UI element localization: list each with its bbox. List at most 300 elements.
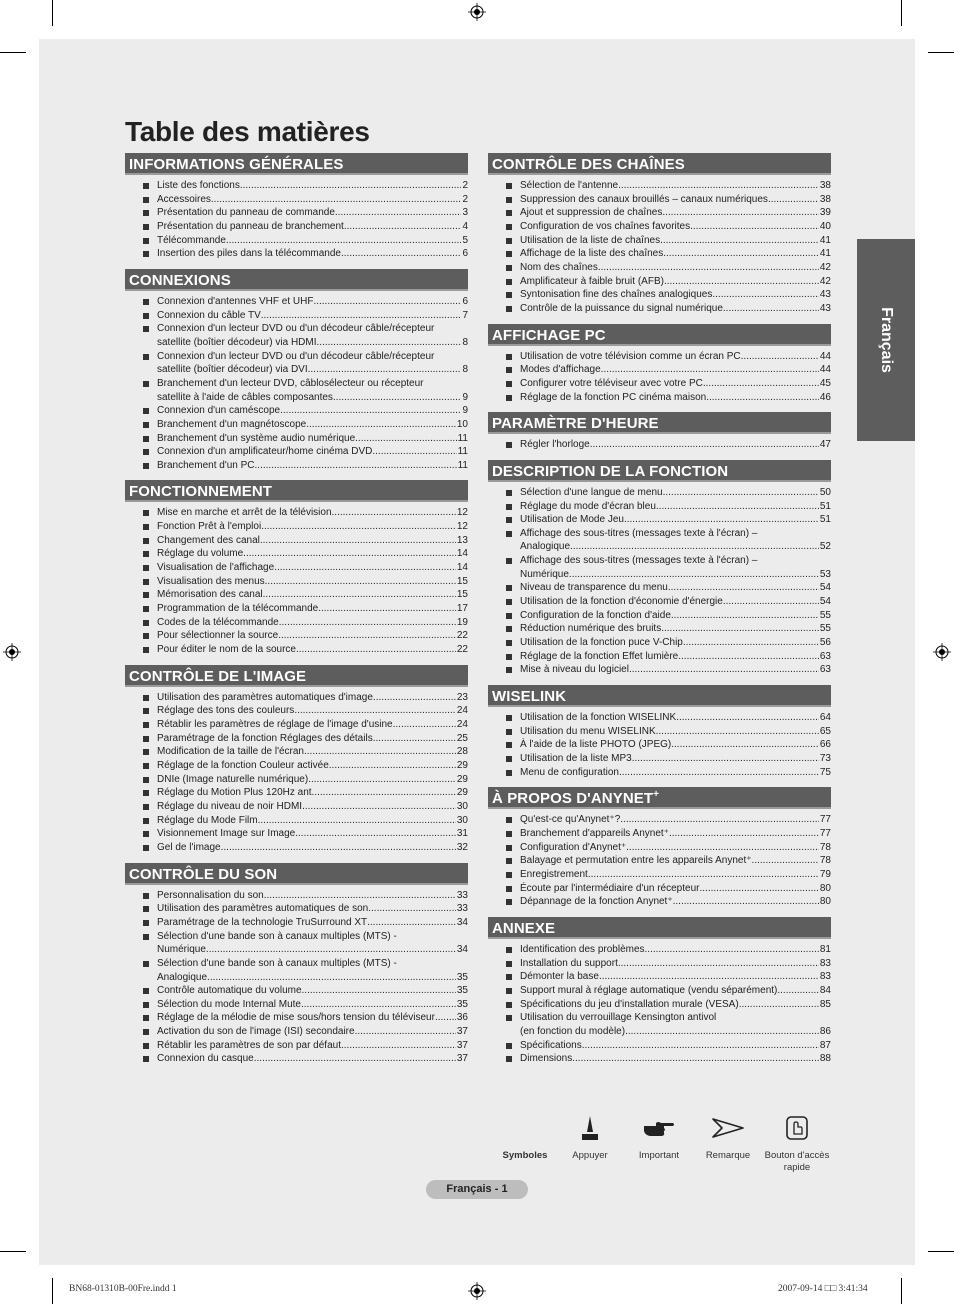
toc-entry[interactable]: [488, 984, 831, 998]
toc-entry[interactable]: [125, 1025, 468, 1039]
toc-entry[interactable]: [125, 506, 468, 520]
toc-entry-label: Branchement d'un PC: [157, 459, 255, 471]
toc-entry[interactable]: [488, 957, 831, 971]
toc-entry[interactable]: [125, 575, 468, 589]
toc-entry[interactable]: [125, 602, 468, 616]
toc-page-number: 29: [456, 759, 468, 771]
toc-entry-label: Support mural à réglage automatique (vendu séparément): [520, 984, 778, 996]
toc-page-number: 44: [819, 364, 831, 376]
toc-page-number: 88: [819, 1053, 831, 1065]
toc-entry[interactable]: [488, 766, 831, 780]
page-title: Table des matières: [125, 116, 370, 147]
toc-entry[interactable]: [488, 895, 831, 909]
toc-entry[interactable]: [125, 350, 468, 364]
toc-entry-label: Affichage de la liste des chaînes: [520, 248, 664, 260]
toc-entry-label: Numérique: [520, 568, 569, 580]
toc-entry[interactable]: [125, 998, 468, 1012]
toc-entry[interactable]: [488, 350, 831, 364]
dot-leader: [255, 459, 457, 473]
toc-entry[interactable]: [125, 786, 468, 800]
toc-entry-label: Utilisation de la fonction WISELINK: [520, 712, 677, 724]
dot-leader: [368, 902, 456, 916]
toc-entry-label: Syntonisation fine des chaînes analogiques: [520, 289, 713, 301]
toc-section: [125, 153, 468, 261]
toc-page-number: 33: [456, 903, 468, 915]
toc-entry-label: Réduction numérique des bruits: [520, 623, 662, 635]
toc-page-number: 19: [456, 616, 468, 628]
dot-leader: [261, 309, 462, 323]
toc-entry-label: Niveau de transparence du menu: [520, 582, 668, 594]
dot-leader: [706, 391, 819, 405]
toc-entry[interactable]: [488, 738, 831, 752]
toc-entry[interactable]: [125, 1039, 468, 1053]
toc-entry[interactable]: [125, 902, 468, 916]
toc-entry-label: Visionnement Image sur Image: [157, 828, 296, 840]
crop-mark: [0, 1251, 26, 1252]
toc-entry-label: Connexion d'antennes VHF et UHF: [157, 295, 314, 307]
print-slug-date: 2007-09-14 □□ 3:41:34: [778, 1284, 868, 1294]
toc-entry-continuation[interactable]: [125, 971, 468, 985]
toc-list: [488, 939, 831, 1066]
toc-page-number: 87: [819, 1039, 831, 1051]
toc-entry[interactable]: [488, 486, 831, 500]
toc-entry-label: Utilisation de la liste de chaînes: [520, 234, 661, 246]
toc-section: [125, 269, 468, 473]
crop-mark: [52, 1278, 53, 1304]
dot-leader: [261, 520, 456, 534]
toc-entry[interactable]: [125, 247, 468, 261]
toc-section-title-text: FONCTIONNEMENT: [129, 483, 273, 501]
toc-page-number: 80: [819, 896, 831, 908]
toc-page-number: 11: [457, 446, 468, 458]
dot-leader: [435, 1011, 456, 1025]
toc-entry-label: Contrôle automatique du volume: [157, 985, 302, 997]
toc-entry[interactable]: [125, 984, 468, 998]
toc-entry-label: Pour éditer le nom de la source: [157, 644, 296, 656]
toc-entry[interactable]: [488, 179, 831, 193]
toc-entry[interactable]: [125, 616, 468, 630]
toc-entry-label: satellite (boîtier décodeur) via HDMI: [157, 336, 317, 348]
symbol-label: Bouton d'accès rapide: [764, 1150, 830, 1173]
toc-entry[interactable]: [488, 998, 831, 1012]
toc-page-number: 77: [819, 827, 831, 839]
toc-section: [488, 460, 831, 677]
toc-section-title-text: CONNEXIONS: [129, 271, 231, 289]
toc-entry[interactable]: [125, 827, 468, 841]
toc-page-number: 28: [456, 746, 468, 758]
toc-page-number: 5: [462, 234, 468, 246]
toc-section-title: [125, 480, 468, 502]
toc-entry-label: Insertion des piles dans la télécommande: [157, 248, 341, 260]
toc-entry[interactable]: [488, 725, 831, 739]
toc-page-number: 29: [456, 787, 468, 799]
toc-entry-label: Nom des chaînes: [520, 261, 598, 273]
language-tab-label: Français: [878, 307, 895, 373]
toc-entry[interactable]: [488, 206, 831, 220]
toc-entry[interactable]: [488, 513, 831, 527]
toc-page-number: 73: [819, 753, 831, 764]
toc-entry-label: Amplificateur à faible bruit (AFB): [520, 275, 664, 287]
toc-entry[interactable]: [488, 554, 831, 568]
toc-entry-label: Configurer votre téléviseur avec votre PC: [520, 377, 703, 389]
toc-entry[interactable]: [125, 193, 468, 207]
toc-entry[interactable]: [488, 650, 831, 664]
toc-entry-label: Utilisation des paramètres automatiques de son: [157, 903, 369, 915]
toc-entry[interactable]: [125, 295, 468, 309]
toc-entry[interactable]: [125, 520, 468, 534]
toc-entry-label: Fonction Prêt à l'emploi: [157, 521, 262, 533]
toc-entry[interactable]: [125, 234, 468, 248]
toc-entry[interactable]: [125, 841, 468, 855]
dot-leader: [676, 711, 819, 725]
toc-entry-label: Utilisation de la fonction d'économie d'énergie: [520, 596, 723, 608]
toc-entry[interactable]: [125, 377, 468, 391]
dot-leader: [308, 363, 462, 377]
toc-page-number: 17: [456, 603, 468, 615]
toc-entry[interactable]: [488, 752, 831, 766]
toc-entry[interactable]: [488, 193, 831, 207]
toc-entry[interactable]: [488, 527, 831, 541]
toc-entry[interactable]: [125, 206, 468, 220]
toc-page-number: 63: [819, 664, 831, 676]
dot-leader: [777, 984, 819, 998]
toc-entry-label: Télécommande: [157, 234, 226, 246]
quick-button-icon: [786, 1116, 808, 1140]
dot-leader: [678, 650, 819, 664]
toc-entry[interactable]: [125, 1052, 468, 1066]
toc-page-number: 39: [819, 207, 831, 219]
dot-leader: [699, 882, 818, 896]
toc-entry-label: Analogique: [157, 971, 208, 983]
toc-entry[interactable]: [125, 704, 468, 718]
dot-leader: [598, 261, 819, 275]
toc-entry[interactable]: [488, 581, 831, 595]
registration-mark-icon: [468, 1282, 486, 1300]
toc-entry[interactable]: [488, 663, 831, 677]
toc-entry[interactable]: [488, 302, 831, 316]
toc-page-number: 37: [456, 1026, 468, 1038]
dot-leader: [662, 206, 819, 220]
arrow-note-icon: [712, 1117, 744, 1139]
toc-entry[interactable]: [488, 943, 831, 957]
toc-entry[interactable]: [488, 622, 831, 636]
toc-page-number: 25: [456, 732, 468, 744]
dot-leader: [274, 561, 456, 575]
toc-section: [125, 665, 468, 855]
toc-entry-continuation[interactable]: [125, 943, 468, 957]
toc-page-number: 22: [456, 630, 468, 642]
toc-entry[interactable]: [125, 418, 468, 432]
dot-leader: [599, 970, 819, 984]
toc-entry-label: Branchement d'un lecteur DVD, câblosélecteur ou récepteur: [157, 377, 424, 389]
toc-entry-label: Qu'est-ce qu'Anynet⁺?: [520, 814, 621, 826]
toc-entry[interactable]: [488, 636, 831, 650]
toc-entry-label: Réglage du Motion Plus 120Hz ant.: [157, 787, 315, 799]
symbol-press: [555, 1110, 625, 1162]
dot-leader: [260, 534, 456, 548]
toc-page-number: 43: [819, 289, 831, 301]
toc-section-title: [488, 787, 831, 809]
toc-entry-label: Utilisation de Mode Jeu: [520, 514, 624, 526]
dot-leader: [660, 234, 819, 248]
toc-section-title-text: AFFICHAGE PC: [492, 326, 606, 344]
symbol-label: Remarque: [705, 1150, 751, 1161]
toc-page-number: 45: [819, 377, 831, 389]
toc-entry[interactable]: [488, 275, 831, 289]
toc-entry-label: Sélection d'une langue de menu: [520, 486, 663, 498]
toc-entry[interactable]: [488, 288, 831, 302]
toc-section: [488, 153, 831, 316]
toc-page-number: 55: [819, 623, 831, 635]
toc-entry[interactable]: [488, 220, 831, 234]
toc-entry-continuation[interactable]: [488, 568, 831, 582]
dot-leader: [280, 404, 461, 418]
toc-page-number: 37: [456, 1053, 468, 1065]
toc-section: [488, 412, 831, 452]
toc-entry[interactable]: [125, 916, 468, 930]
toc-entry[interactable]: [488, 609, 831, 623]
toc-page-number: 85: [819, 998, 831, 1010]
toc-entry[interactable]: [488, 363, 831, 377]
dot-leader: [355, 432, 456, 446]
dot-leader: [355, 1025, 456, 1039]
toc-entry[interactable]: [488, 1052, 831, 1066]
toc-entry-label: Gel de l'image: [157, 841, 221, 853]
crop-mark: [901, 1278, 902, 1304]
toc-entry[interactable]: [488, 261, 831, 275]
toc-section-title: [125, 269, 468, 291]
toc-entry[interactable]: [488, 868, 831, 882]
toc-entry[interactable]: [488, 1039, 831, 1053]
toc-entry[interactable]: [488, 711, 831, 725]
dot-leader: [671, 609, 819, 623]
toc-page-number: 24: [456, 705, 468, 717]
toc-entry-label: Connexion du câble TV: [157, 309, 261, 321]
toc-entry-label: Pour sélectionner la source: [157, 630, 279, 642]
registration-mark-icon: [933, 643, 951, 661]
toc-entry[interactable]: [125, 445, 468, 459]
toc-entry-label: Utilisation du menu WISELINK: [520, 725, 656, 737]
toc-entry[interactable]: [488, 882, 831, 896]
toc-entry[interactable]: [125, 773, 468, 787]
dot-leader: [663, 486, 819, 500]
toc-page-number: 9: [462, 405, 468, 417]
toc-section-title-text: PARAMÈTRE D'HEURE: [492, 415, 659, 433]
symbol-quick-button: [762, 1110, 832, 1174]
dot-leader: [373, 691, 456, 705]
toc-page-number: 32: [456, 841, 468, 853]
toc-page-number: 15: [456, 589, 468, 601]
toc-entry[interactable]: [125, 547, 468, 561]
toc-entry[interactable]: [125, 732, 468, 746]
toc-entry-label: Connexion d'un lecteur DVD ou d'un décodeur câble/récepteur: [157, 350, 435, 362]
toc-entry[interactable]: [488, 841, 831, 855]
dot-leader: [661, 622, 819, 636]
toc-entry[interactable]: [125, 930, 468, 944]
toc-entry-label: Configuration de vos chaînes favorites: [520, 220, 691, 232]
toc-entry[interactable]: [125, 1011, 468, 1025]
dot-leader: [690, 220, 819, 234]
toc-page-number: 75: [819, 766, 831, 778]
toc-entry-label: Rétablir les paramètres de son par défaut: [157, 1039, 341, 1051]
toc-list: [125, 885, 468, 1067]
toc-entry-label: Connexion d'un caméscope: [157, 405, 281, 417]
toc-entry-continuation[interactable]: [125, 363, 468, 377]
toc-entry-label: Programmation de la télécommande: [157, 603, 319, 615]
dot-leader: [712, 288, 819, 302]
toc-entry[interactable]: [125, 629, 468, 643]
toc-entry[interactable]: [125, 800, 468, 814]
toc-entry-label: Numérique: [157, 944, 206, 956]
toc-section-title: [125, 863, 468, 885]
dot-leader: [768, 193, 819, 207]
toc-entry[interactable]: [125, 404, 468, 418]
toc-section-title: [488, 324, 831, 346]
toc-page-number: 8: [462, 336, 468, 348]
toc-entry[interactable]: [125, 561, 468, 575]
dot-leader: [619, 766, 819, 780]
toc-entry[interactable]: [488, 234, 831, 248]
toc-list: [488, 175, 831, 316]
toc-entry-label: Branchement d'un magnétoscope: [157, 418, 307, 430]
toc-entry[interactable]: [125, 643, 468, 657]
dot-leader: [295, 827, 456, 841]
toc-entry[interactable]: [488, 813, 831, 827]
toc-entry[interactable]: [125, 220, 468, 234]
toc-page-number: 52: [819, 541, 831, 553]
toc-page-number: 35: [456, 998, 468, 1010]
toc-entry[interactable]: [488, 377, 831, 391]
toc-entry[interactable]: [125, 322, 468, 336]
toc-entry-label: Présentation du panneau de branchement: [157, 220, 344, 232]
toc-entry-label: Affichage des sous-titres (messages texte à l'écran) –: [520, 555, 758, 567]
toc-section-title-text: CONTRÔLE DE L'IMAGE: [129, 667, 307, 685]
toc-entry-label: Analogique: [520, 541, 571, 553]
toc-entry[interactable]: [488, 970, 831, 984]
toc-page-number: 31: [456, 828, 468, 840]
toc-list: [125, 291, 468, 473]
toc-entry[interactable]: [488, 500, 831, 514]
dot-leader: [668, 581, 819, 595]
dot-leader: [656, 500, 819, 514]
toc-entry-label: Activation du son de l'image (ISI) secondaire: [157, 1026, 355, 1038]
toc-entry-label: Branchement d'un système audio numérique: [157, 432, 356, 444]
toc-entry-label: Réglage des tons des couleurs: [157, 705, 295, 717]
toc-entry[interactable]: [125, 588, 468, 602]
toc-entry[interactable]: [125, 745, 468, 759]
dot-leader: [240, 179, 462, 193]
dot-leader: [632, 752, 819, 766]
toc-page-number: 9: [462, 391, 468, 403]
toc-entry-label: Paramétrage de la technologie TruSurround XT: [157, 916, 368, 928]
crop-mark: [928, 1251, 954, 1252]
dot-leader: [570, 540, 819, 554]
toc-entry[interactable]: [125, 309, 468, 323]
toc-entry-label: Modes d'affichage: [520, 364, 601, 376]
toc-entry-continuation[interactable]: [488, 540, 831, 554]
toc-entry-label: Présentation du panneau de commande: [157, 207, 335, 219]
toc-entry-label: Mise à niveau du logiciel: [520, 664, 629, 676]
toc-column-right: [488, 153, 831, 1074]
symbol-note: [693, 1110, 763, 1162]
toc-page-number: 55: [819, 609, 831, 621]
symbols-legend: [490, 1110, 830, 1180]
registration-mark-icon: [468, 3, 486, 21]
toc-page-number: 12: [456, 521, 468, 533]
dot-leader: [629, 663, 819, 677]
toc-page-number: 3: [462, 207, 468, 219]
toc-entry[interactable]: [125, 432, 468, 446]
toc-entry-continuation[interactable]: [125, 336, 468, 350]
toc-entry[interactable]: [488, 595, 831, 609]
toc-entry[interactable]: [488, 438, 831, 452]
toc-section-title: [488, 685, 831, 707]
toc-list: [488, 346, 831, 405]
toc-entry[interactable]: [488, 247, 831, 261]
dot-leader: [618, 179, 819, 193]
toc-list: [488, 482, 831, 677]
dot-leader: [664, 275, 819, 289]
toc-entry-label: Utilisation de la fonction puce V-Chip: [520, 637, 683, 649]
toc-entry[interactable]: [125, 691, 468, 705]
toc-entry[interactable]: [488, 1011, 831, 1025]
dot-leader: [335, 206, 462, 220]
toc-entry[interactable]: [488, 391, 831, 405]
dot-leader: [341, 247, 461, 261]
toc-page-number: 34: [456, 916, 468, 928]
toc-entry-label: Utilisation des paramètres automatiques d'image: [157, 691, 373, 703]
toc-entry[interactable]: [125, 718, 468, 732]
toc-section-title-text: CONTRÔLE DU SON: [129, 865, 278, 883]
toc-page-number: 42: [819, 275, 831, 287]
toc-entry-label: Mise en marche et arrêt de la télévision: [157, 507, 332, 519]
toc-section-title-sup: +: [653, 789, 660, 801]
toc-page-number: 41: [819, 234, 831, 246]
toc-page-number: 40: [819, 220, 831, 232]
toc-page-number: 37: [456, 1039, 468, 1051]
dot-leader: [302, 800, 456, 814]
toc-entry[interactable]: [125, 759, 468, 773]
toc-page-number: 29: [456, 773, 468, 785]
toc-entry-label: (en fonction du modèle): [520, 1025, 626, 1037]
toc-page-number: 41: [819, 248, 831, 260]
toc-entry[interactable]: [125, 179, 468, 193]
toc-entry[interactable]: [125, 814, 468, 828]
toc-entry[interactable]: [125, 957, 468, 971]
toc-entry[interactable]: [125, 459, 468, 473]
dot-leader: [302, 984, 456, 998]
toc-page-number: 83: [819, 957, 831, 969]
dot-leader: [211, 193, 462, 207]
toc-entry-label: Liste des fonctions: [157, 180, 240, 191]
crop-mark: [0, 52, 26, 53]
toc-entry-continuation[interactable]: [125, 391, 468, 405]
toc-entry[interactable]: [125, 889, 468, 903]
toc-entry-label: Visualisation de l'affichage: [157, 562, 275, 574]
toc-page-number: 38: [819, 193, 831, 205]
dot-leader: [645, 943, 819, 957]
toc-page-number: 10: [456, 418, 468, 430]
toc-entry[interactable]: [488, 854, 831, 868]
dot-leader: [673, 895, 819, 909]
toc-entry-label: Visualisation des menus: [157, 575, 265, 587]
toc-page-number: 77: [819, 814, 831, 826]
toc-page-number: 30: [456, 814, 468, 826]
toc-entry-continuation[interactable]: [488, 1025, 831, 1039]
toc-page-number: 34: [456, 944, 468, 956]
toc-entry[interactable]: [488, 827, 831, 841]
toc-entry[interactable]: [125, 534, 468, 548]
